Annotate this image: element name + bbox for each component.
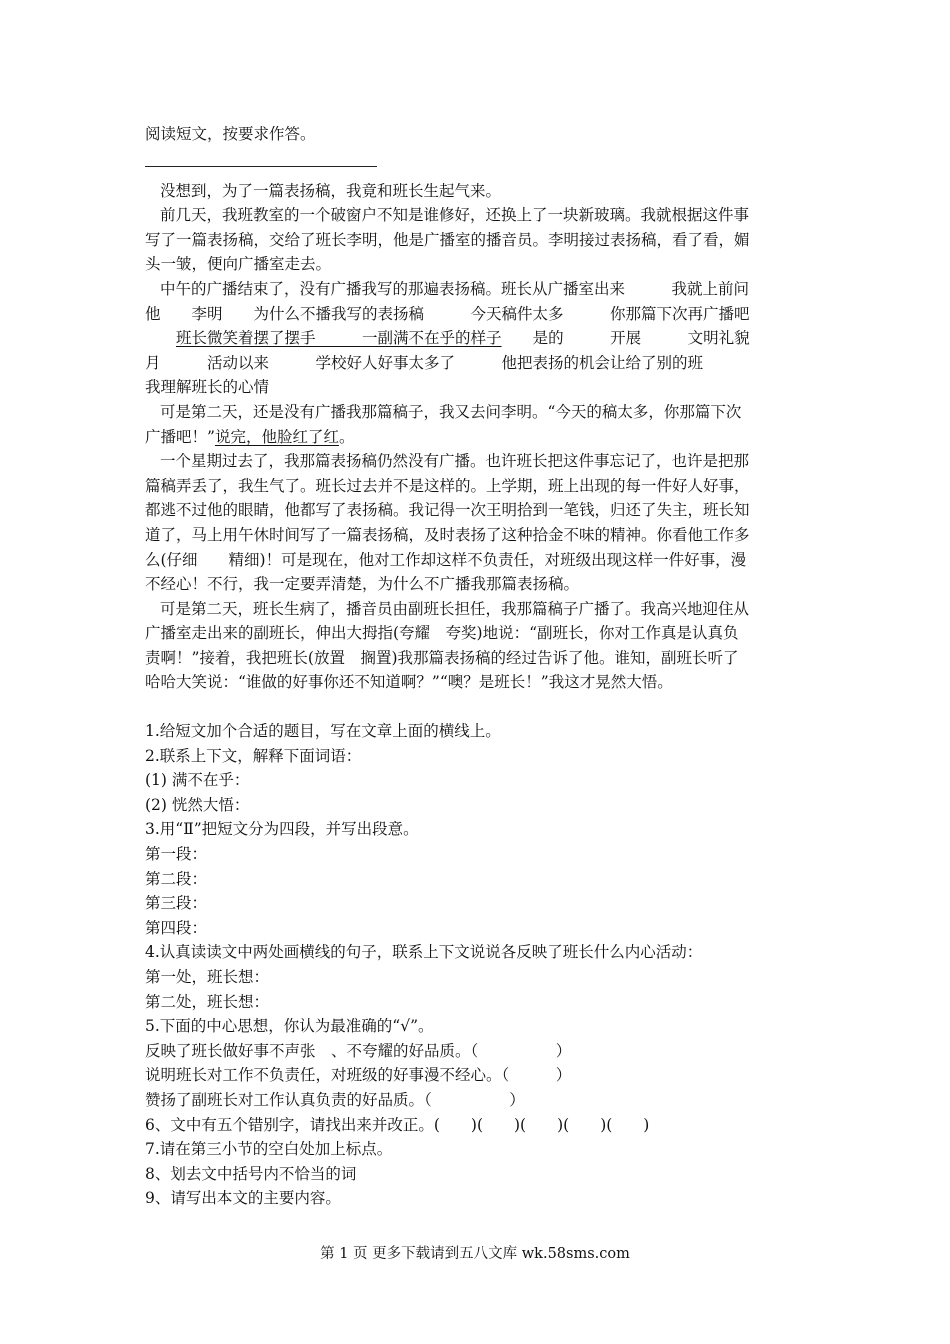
document-body [145, 122, 815, 1211]
question-line: 第一段： [145, 845, 208, 864]
passage-paragraph-4-line: 可是第二天，还是没有广播我那篇稿子，我又去问李明。“今天的稿太多，你那篇下次 [160, 402, 742, 421]
question-line: (1) 满不在乎： [145, 771, 250, 790]
passage-paragraph-4-line [145, 425, 815, 450]
question-line: 第二段： [145, 869, 208, 888]
passage-paragraph-5-line: 道了，马上用午休时间写了一篇表扬稿，及时表扬了这种拾金不味的精神。你看他工作多 [145, 525, 750, 544]
question-line: 7.请在第三小节的空白处加上标点。 [145, 1140, 393, 1159]
question-line: 说明班长对工作不负责任，对班级的好事漫不经心。（ ） [145, 1066, 572, 1085]
passage-paragraph-6-line: 广播室走出来的副班长，伸出大拇指(夸耀 夸奖)地说：“副班长，你对工作真是认真负 [145, 624, 739, 643]
question-line: 第一处，班长想： [145, 968, 270, 986]
underlined-sentence-2: 一副满不在乎的样子 [362, 329, 502, 348]
title-blank-line[interactable] [145, 165, 377, 167]
page-footer: 第 1 页 更多下载请到五八文库 wk.58sms.com [320, 1246, 630, 1262]
passage-paragraph-2-line: 头一皱，便向广播室走去。 [145, 255, 332, 274]
underlined-sentence-3: 说完，他脸红了红 [214, 427, 339, 446]
question-line: 第三段： [145, 894, 208, 913]
passage-paragraph-5-line: 篇稿弄丢了，我生气了。班长过去并不是这样的。上学期，班上出现的每一件好人好事， [145, 476, 750, 495]
passage-paragraph-5-line: 么(仔细 精细)！可是现在，他对工作却这样不负责任，对班级出现这样一件好事，漫 [145, 550, 747, 569]
question-line: (2) 恍然大悟： [145, 795, 250, 814]
underlined-sentence-1: 班长微笑着摆了摆手 [176, 329, 316, 348]
passage-paragraph-5-line: 一个星期过去了，我那篇表扬稿仍然没有广播。也许班长把这件事忘记了，也许是把那 [160, 452, 750, 471]
question-line: 8、划去文中括号内不恰当的词 [145, 1164, 357, 1183]
passage-paragraph-6-line: 可是第二天，班长生病了，播音员由副班长担任，我那篇稿子广播了。我高兴地迎住从 [160, 599, 750, 618]
question-line: 赞扬了副班长对工作认真负责的好品质。（ ） [145, 1090, 525, 1109]
line-tail: 。 [338, 427, 355, 446]
question-line: 6、文中有五个错别字，请找出来并改正。( )( )( )( )( ) [145, 1115, 650, 1134]
passage-paragraph-3-line: 他 李明 为什么不播我写的表扬稿 今天稿件太多 你那篇下次再广播吧 [145, 304, 750, 323]
question-line: 反映了班长做好事不声张 、不夸耀的好品质。（ ） [145, 1041, 572, 1060]
instruction: 阅读短文，按要求作答。 [145, 125, 316, 143]
passage-paragraph-3-line: 我理解班长的心情 [145, 378, 270, 397]
passage-paragraph-1: 没想到，为了一篇表扬稿，我竟和班长生起气来。 [160, 181, 502, 200]
question-line: 9、请写出本文的主要内容。 [145, 1189, 341, 1208]
question-line: 第四段： [145, 918, 208, 937]
question-line: 5.下面的中心思想，你认为最准确的“√”。 [145, 1017, 434, 1036]
question-line: 第二处，班长想： [145, 992, 270, 1011]
passage-paragraph-3-line: 月 活动以来 学校好人好事太多了 他把表扬的机会让给了别的班 [145, 353, 704, 372]
passage-paragraph-2-line: 写了一篇表扬稿，交给了班长李明，他是广播室的播音员。李明接过表扬稿，看了看，媚 [145, 230, 750, 249]
passage-paragraph-5-line: 都逃不过他的眼睛，他都写了表扬稿。我记得一次王明拾到一笔钱，归还了失主，班长知 [145, 501, 750, 520]
passage-paragraph-6-line: 责啊！”接着，我把班长(放置 搁置)我那篇表扬稿的经过告诉了他。谁知，副班长听了 [145, 648, 739, 667]
passage-paragraph-2-line: 前几天，我班教室的一个破窗户不知是谁修好，还换上了一块新玻璃。我就根据这件事 [160, 206, 750, 225]
line-tail: 是的 开展 文明礼貌 [501, 329, 750, 348]
passage-paragraph-3-line [145, 326, 815, 351]
question-line: 4.认真读读文中两处画横线的句子，联系上下文说说各反映了班长什么内心活动： [145, 943, 703, 962]
underline-blank [316, 329, 363, 347]
passage-paragraph-5-line: 不经心！不行，我一定要弄清楚，为什么不广播我那篇表扬稿。 [145, 575, 580, 594]
question-line: 2.联系上下文，解释下面词语： [145, 746, 362, 765]
passage-paragraph-6-line: 哈哈大笑说：“谁做的好事你还不知道啊？”“噢？是班长！”我这才晃然大悟。 [145, 673, 673, 692]
passage-paragraph-3-line: 中午的广播结束了，没有广播我写的那遍表扬稿。班长从广播室出来 我就上前问 [160, 279, 750, 298]
question-line: 1.给短文加个合适的题目，写在文章上面的横线上。 [145, 722, 501, 741]
spacer [145, 695, 815, 719]
line-head: 广播吧！” [145, 427, 215, 446]
question-line: 3.用“Ⅱ”把短文分为四段，并写出段意。 [145, 820, 419, 839]
